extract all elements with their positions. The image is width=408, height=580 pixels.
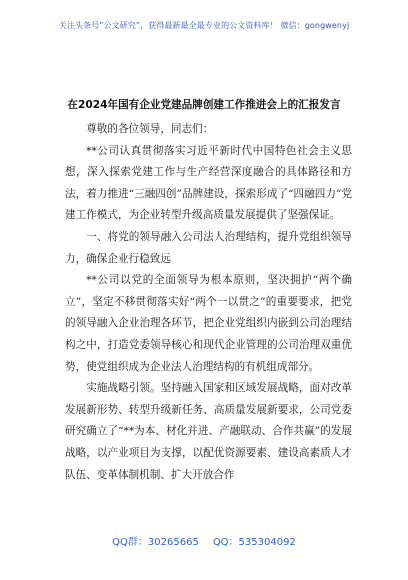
body-paragraph: **公司以党的全面领导为根本原则，坚决拥护“两个确立”，坚定不移贯彻落实好“两个一以贯之”的重要要求，把党的领导融入企业治理各环节，把企业党组织内嵌到公司治理结构之中，打造党委领导核心和现代企业管理的公司治理双重优势，使党组织成为企业法人治理结构的有机组成部分。 bbox=[65, 274, 352, 373]
document-title: 在2024年国有企业党建品牌创建工作推进会上的汇报发言 bbox=[67, 99, 341, 111]
intro-paragraph: **公司认真贯彻落实习近平新时代中国特色社会主义思想，深入探索党建工作与生产经营深度融合的具体路径和方法，着力推进“三融四创”品牌建设，探索形成了“四融四力”党建工作模式，为企业转型升级高质量发展提供了坚强保证。 bbox=[65, 144, 352, 222]
qq-number: QQ：535304092 bbox=[212, 537, 296, 548]
qq-group-number: QQ群：30265665 bbox=[112, 537, 199, 548]
promo-banner: 关注头条号“公文研究”，获得最新最全最专业的公文资料库！ 微信：gongwenyj bbox=[58, 21, 350, 30]
section-heading-1: 一、将党的领导融入公司法人治理结构，提升党组织领导力，确保企业行稳致远 bbox=[65, 230, 352, 265]
salutation: 尊敬的各位领导，同志们： bbox=[86, 123, 214, 135]
contact-footer bbox=[0, 533, 408, 548]
body-paragraph: 实施战略引领。坚持融入国家和区域发展战略，面对改革发展新形势、转型升级新任务、高质量发展新要求，公司党委研究确立了“**为本、材化并进、产融联动、合作共赢”的发展战略，以产业项目为支撑，以配优资源要素、建设高素质人才队伍、变革体制机制、扩大开放合作 bbox=[65, 382, 352, 481]
document-body bbox=[65, 119, 352, 486]
